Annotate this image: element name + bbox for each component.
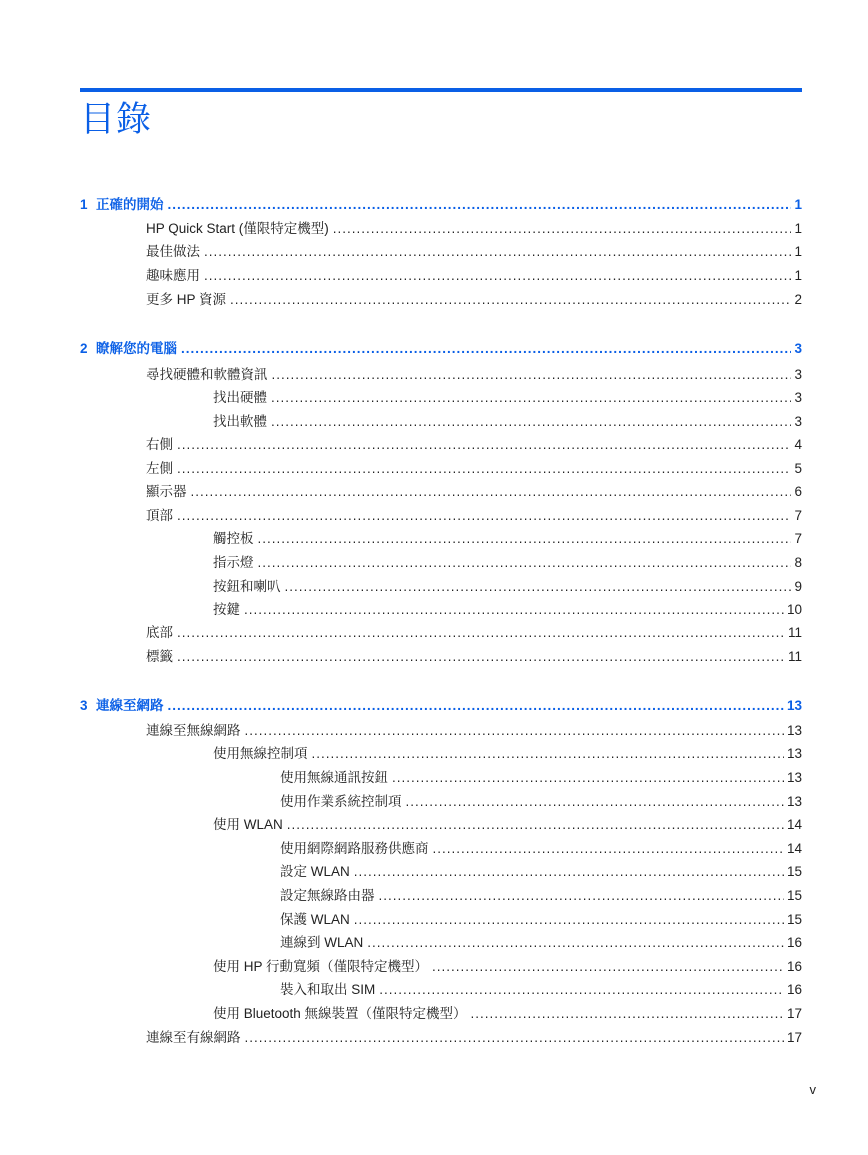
- toc-entry-label: 使用無線控制項: [213, 746, 308, 761]
- toc-entry-label: 保護 WLAN: [280, 912, 350, 927]
- dot-leader: [271, 412, 791, 432]
- dot-leader: [258, 553, 792, 573]
- toc-entry-label: 顯示器: [146, 484, 187, 499]
- toc-entry-label: 找出軟體: [213, 414, 267, 429]
- toc-entry-page: 3: [794, 414, 802, 429]
- dot-leader: [168, 195, 792, 215]
- dot-leader: [271, 388, 791, 408]
- dot-leader: [433, 839, 784, 859]
- toc-entry-page: 13: [786, 794, 802, 809]
- toc-entry-page: 13: [786, 746, 802, 761]
- toc-entry-label: 更多 HP 資源: [146, 292, 227, 307]
- toc-entry[interactable]: [146, 482, 802, 502]
- toc-entry[interactable]: [280, 886, 802, 906]
- toc-entry-label: HP Quick Start (僅限特定機型): [146, 221, 329, 236]
- toc-entry-page: 5: [794, 461, 802, 476]
- dot-leader: [181, 339, 791, 359]
- toc-entry[interactable]: [146, 647, 802, 667]
- toc-entry[interactable]: [213, 388, 802, 408]
- toc-entry-label: 使用 HP 行動寬頻（僅限特定機型）: [213, 959, 429, 974]
- toc-entry-page: 7: [794, 531, 802, 546]
- dot-leader: [177, 435, 791, 455]
- dot-leader: [177, 459, 791, 479]
- toc-entry[interactable]: [280, 980, 802, 1000]
- toc-entry[interactable]: [213, 412, 802, 432]
- toc-entry-page: 14: [786, 817, 802, 832]
- toc-entry-label: 趣味應用: [146, 268, 200, 283]
- toc-entry-label: 連線到 WLAN: [280, 935, 364, 950]
- toc-entry-label: 連線至網路: [96, 698, 164, 713]
- toc-chapter-entry[interactable]: [80, 696, 802, 716]
- toc-entry-page: 17: [786, 1030, 802, 1045]
- toc-entry[interactable]: [280, 910, 802, 930]
- toc-entry-label: 使用 Bluetooth 無線裝置（僅限特定機型）: [213, 1006, 467, 1021]
- toc-entry-label: 設定無線路由器: [280, 888, 375, 903]
- toc-entry[interactable]: [213, 577, 802, 597]
- toc-entry-page: 1: [794, 221, 802, 236]
- toc-entry-label: 底部: [146, 625, 173, 640]
- dot-leader: [177, 506, 791, 526]
- toc-entry[interactable]: [280, 933, 802, 953]
- toc-entry[interactable]: [146, 290, 802, 310]
- toc-entry-label: 按鈕和喇叭: [213, 579, 281, 594]
- toc-entry-page: 7: [794, 508, 802, 523]
- toc-entry-page: 11: [787, 625, 802, 640]
- dot-leader: [432, 957, 784, 977]
- toc-entry-label: 指示燈: [213, 555, 254, 570]
- dot-leader: [204, 242, 791, 262]
- toc-entry[interactable]: [146, 365, 802, 385]
- toc-entry[interactable]: [146, 506, 802, 526]
- toc-entry-label: 使用作業系統控制項: [280, 794, 402, 809]
- toc-entry-label: 連線至有線網路: [146, 1030, 241, 1045]
- toc-entry-label: 裝入和取出 SIM: [280, 982, 376, 997]
- toc-entry[interactable]: [213, 957, 802, 977]
- dot-leader: [406, 792, 784, 812]
- toc-entry[interactable]: [146, 435, 802, 455]
- toc-entry-label: 標籤: [146, 649, 173, 664]
- toc-entry[interactable]: [213, 529, 802, 549]
- toc-entry-page: 10: [786, 602, 802, 617]
- dot-leader: [230, 290, 791, 310]
- toc-entry-page: 9: [794, 579, 802, 594]
- page-number: v: [809, 1082, 816, 1097]
- toc-entry-label: 按鍵: [213, 602, 240, 617]
- toc-entry-page: 8: [794, 555, 802, 570]
- toc-entry-page: 16: [786, 935, 802, 950]
- toc-entry-page: 16: [786, 982, 802, 997]
- page-title: 目錄: [80, 100, 153, 139]
- toc-entry-page: 2: [794, 292, 802, 307]
- dot-leader: [191, 482, 792, 502]
- dot-leader: [177, 647, 785, 667]
- dot-leader: [287, 815, 784, 835]
- dot-leader: [245, 721, 784, 741]
- toc-entry-page: 3: [794, 341, 802, 356]
- toc-entry[interactable]: [146, 459, 802, 479]
- dot-leader: [245, 1028, 784, 1048]
- toc-entry[interactable]: [146, 219, 802, 239]
- toc-entry-page: 3: [794, 367, 802, 382]
- toc-entry-page: 11: [787, 649, 802, 664]
- dot-leader: [367, 933, 784, 953]
- toc-entry[interactable]: [213, 815, 802, 835]
- chapter-number: 2: [80, 341, 88, 356]
- dot-leader: [272, 365, 792, 385]
- toc-entry[interactable]: [213, 553, 802, 573]
- dot-leader: [392, 768, 784, 788]
- toc-entry-label: 設定 WLAN: [280, 864, 350, 879]
- toc-entry-label: 最佳做法: [146, 244, 200, 259]
- toc-entry[interactable]: [146, 721, 802, 741]
- title-rule: [80, 88, 802, 92]
- toc-entry-page: 3: [794, 390, 802, 405]
- toc-entry-page: 16: [786, 959, 802, 974]
- toc-entry-page: 15: [786, 864, 802, 879]
- toc-entry-page: 14: [786, 841, 802, 856]
- toc-chapter-entry[interactable]: [80, 339, 802, 359]
- dot-leader: [168, 696, 784, 716]
- chapter-number: 3: [80, 698, 88, 713]
- toc-entry[interactable]: [213, 744, 802, 764]
- toc-entry[interactable]: [280, 792, 802, 812]
- dot-leader: [312, 744, 784, 764]
- toc-entry-label: 左側: [146, 461, 173, 476]
- toc-entry-page: 1: [794, 197, 802, 212]
- toc-entry-label: 觸控板: [213, 531, 254, 546]
- toc-entry-label: 正確的開始: [96, 197, 164, 212]
- toc-entry-page: 13: [786, 723, 802, 738]
- toc-entry-page: 13: [786, 698, 802, 713]
- toc-entry-label: 找出硬體: [213, 390, 267, 405]
- toc-entry[interactable]: [280, 768, 802, 788]
- toc-entry[interactable]: [213, 600, 802, 620]
- toc-chapter-entry[interactable]: [80, 195, 802, 215]
- dot-leader: [379, 980, 784, 1000]
- toc-entry[interactable]: [146, 1028, 802, 1048]
- toc-entry-label: 使用無線通訊按鈕: [280, 770, 388, 785]
- toc-entry-label: 連線至無線網路: [146, 723, 241, 738]
- dot-leader: [177, 623, 785, 643]
- toc-entry[interactable]: [213, 1004, 802, 1024]
- toc-entry-label: 瞭解您的電腦: [96, 341, 177, 356]
- dot-leader: [379, 886, 784, 906]
- toc-entry-page: 1: [794, 268, 802, 283]
- dot-leader: [244, 600, 784, 620]
- toc-entry-page: 17: [786, 1006, 802, 1021]
- toc-entry-page: 15: [786, 888, 802, 903]
- toc-entry-page: 4: [794, 437, 802, 452]
- toc-entry[interactable]: [146, 266, 802, 286]
- toc-entry[interactable]: [280, 839, 802, 859]
- toc-entry-label: 尋找硬體和軟體資訊: [146, 367, 268, 382]
- toc-entry-label: 使用 WLAN: [213, 817, 283, 832]
- dot-leader: [258, 529, 792, 549]
- toc-entry[interactable]: [280, 862, 802, 882]
- toc-entry[interactable]: [146, 623, 802, 643]
- chapter-number: 1: [80, 197, 88, 212]
- toc-entry[interactable]: [146, 242, 802, 262]
- toc-entry-page: 1: [794, 244, 802, 259]
- toc-entry-label: 頂部: [146, 508, 173, 523]
- dot-leader: [471, 1004, 784, 1024]
- toc-entry-label: 右側: [146, 437, 173, 452]
- dot-leader: [333, 219, 792, 239]
- toc-entry-page: 6: [794, 484, 802, 499]
- dot-leader: [354, 910, 784, 930]
- dot-leader: [285, 577, 792, 597]
- dot-leader: [204, 266, 791, 286]
- toc-entry-label: 使用網際網路服務供應商: [280, 841, 429, 856]
- toc-entry-page: 15: [786, 912, 802, 927]
- dot-leader: [354, 862, 784, 882]
- toc-entry-page: 13: [786, 770, 802, 785]
